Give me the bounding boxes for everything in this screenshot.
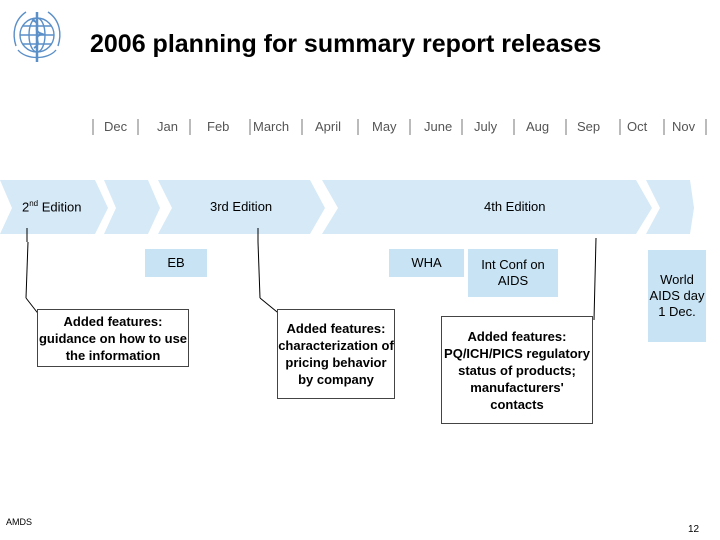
month-label: Jan	[157, 119, 178, 134]
month-label: Dec	[104, 119, 128, 134]
footer-label: AMDS	[6, 517, 33, 527]
features-4th-edition-box: Added features: PQ/ICH/PICS regulatory status of products; manufacturers' contacts	[441, 316, 593, 424]
month-label: June	[424, 119, 453, 134]
edition-2-label: 2nd Edition	[22, 199, 82, 215]
slide-title: 2006 planning for summary report releases	[90, 30, 602, 58]
connector-lines	[0, 220, 720, 320]
month-label: April	[315, 119, 342, 134]
month-label: Nov	[672, 119, 696, 134]
who-emblem-icon	[4, 6, 70, 68]
features-2nd-edition-box: Added features: guidance on how to use the information	[37, 309, 189, 367]
month-label: Oct	[627, 119, 648, 134]
month-label: Sep	[577, 119, 601, 134]
features-3rd-edition-box: Added features: characterization of pricing behavior by company	[277, 309, 395, 399]
event-world-aids-day-box: World AIDS day 1 Dec.	[648, 250, 706, 342]
page-number: 12	[688, 524, 700, 535]
event-int-conf-box: Int Conf on AIDS	[468, 249, 558, 297]
month-label: Feb	[207, 119, 230, 134]
month-label: Aug	[526, 119, 550, 134]
event-wha-box: WHA	[389, 249, 464, 277]
month-label: March	[253, 119, 290, 134]
month-label: July	[474, 119, 498, 134]
month-label: May	[372, 119, 397, 134]
edition-4-label: 4th Edition	[484, 199, 546, 214]
edition-3-label: 3rd Edition	[210, 199, 273, 214]
event-eb-box: EB	[145, 249, 207, 277]
